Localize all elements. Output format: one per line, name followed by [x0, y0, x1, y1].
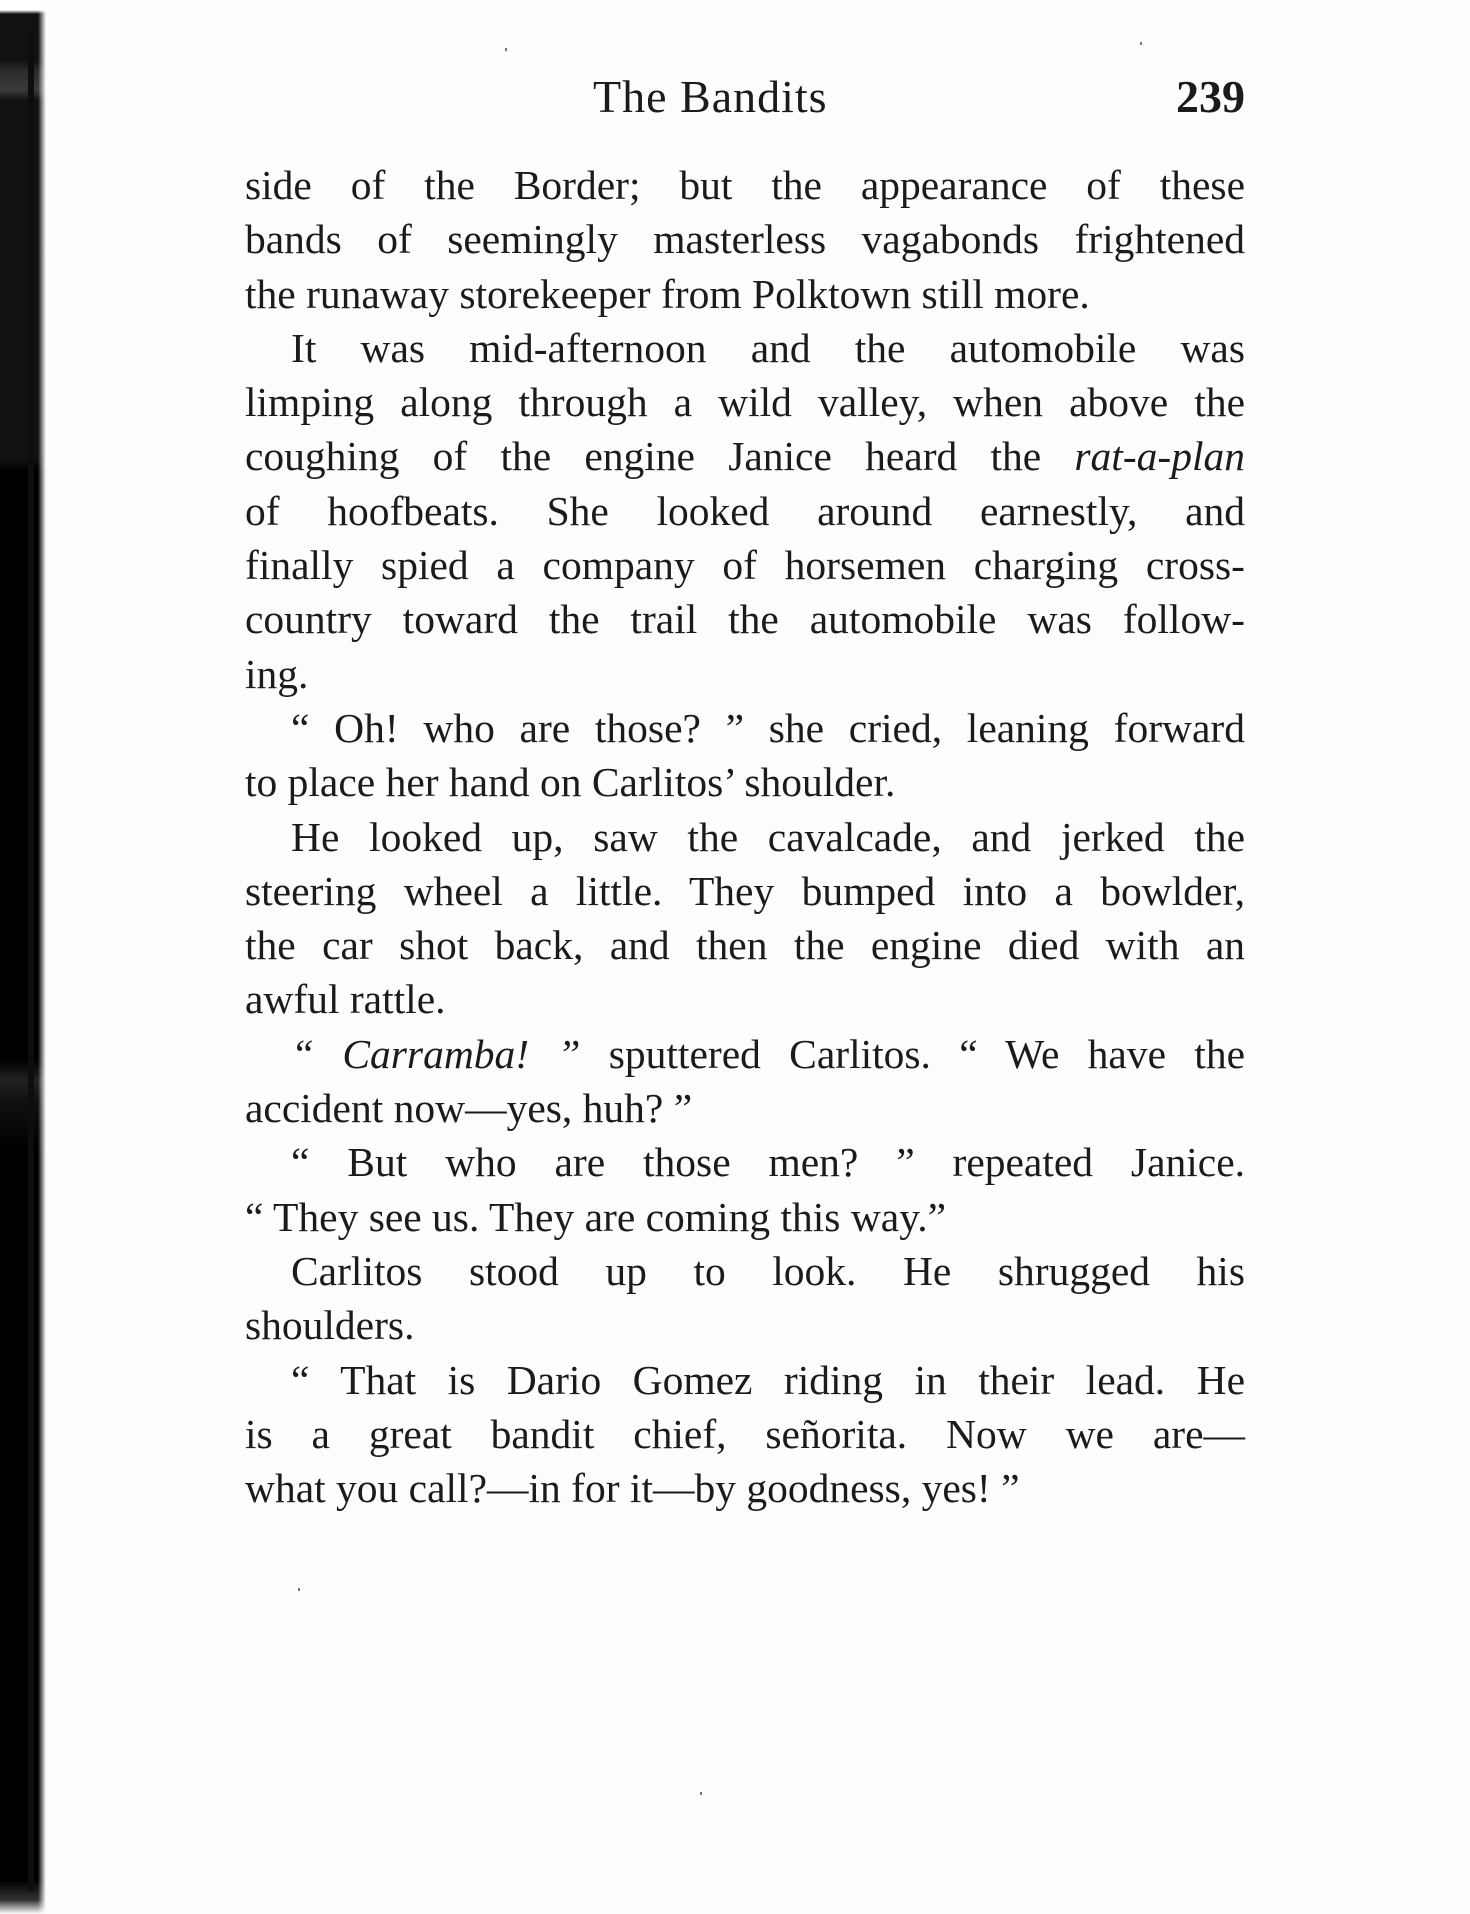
italic-text: “ Carramba! ”: [291, 1030, 581, 1077]
text-run: awful rattle.: [245, 976, 446, 1023]
text-line: [245, 1353, 1245, 1407]
running-header: [245, 70, 1245, 130]
text-run: “ That is Dario Gomez riding in their lead. He: [291, 1356, 1245, 1403]
text-run: “ Oh! who are those? ” she cried, leaning forward: [291, 704, 1245, 751]
text-run: finally spied a company of horsemen charging cross-: [245, 542, 1245, 589]
text-line: [245, 267, 1245, 321]
text-run: Carlitos stood up to look. He shrugged his: [291, 1247, 1245, 1294]
text-line: [245, 158, 1245, 212]
text-line: [245, 1298, 1245, 1352]
text-run: limping along through a wild valley, when above the: [245, 379, 1245, 426]
text-line: [245, 1135, 1245, 1189]
scan-speck: [1140, 42, 1142, 45]
text-line: [245, 429, 1245, 483]
text-line: [245, 1407, 1245, 1461]
text-run: to place her hand on Carlitos’ shoulder.: [245, 759, 896, 806]
text-line: [245, 972, 1245, 1026]
text-run: He looked up, saw the cavalcade, and jerked the: [291, 813, 1245, 860]
text-run: is a great bandit chief, señorita. Now we are—: [245, 1410, 1245, 1457]
text-line: [245, 647, 1245, 701]
text-run: the car shot back, and then the engine died with an: [245, 922, 1245, 969]
text-line: [245, 1190, 1245, 1244]
text-line: [245, 1244, 1245, 1298]
scan-speck: [700, 1792, 702, 1795]
text-line: [245, 810, 1245, 864]
text-run: accident now—yes, huh? ”: [245, 1085, 693, 1132]
body-text: [245, 158, 1245, 1515]
text-run: It was mid-afternoon and the automobile was: [291, 324, 1245, 371]
text-line: [245, 918, 1245, 972]
text-run: shoulders.: [245, 1302, 415, 1349]
text-run: the runaway storekeeper from Polktown still more.: [245, 270, 1090, 317]
text-line: [245, 1081, 1245, 1135]
text-run: country toward the trail the automobile was follow-: [245, 596, 1245, 643]
binding-shadow: [28, 30, 34, 1890]
binding-edge: [0, 0, 46, 1914]
text-run: of hoofbeats. She looked around earnestly, and: [245, 487, 1245, 534]
text-line: [245, 755, 1245, 809]
text-line: [245, 212, 1245, 266]
text-line: [245, 321, 1245, 375]
text-run: sputtered Carlitos. “ We have the: [580, 1030, 1245, 1077]
text-line: [245, 864, 1245, 918]
text-line: [245, 701, 1245, 755]
text-run: steering wheel a little. They bumped into a bowlder,: [245, 867, 1245, 914]
text-run: what you call?—in for it—by goodness, yes! ”: [245, 1465, 1020, 1512]
italic-text: rat-a-plan: [1074, 433, 1245, 480]
text-line: [245, 1027, 1245, 1081]
text-run: bands of seemingly masterless vagabonds frightened: [245, 216, 1245, 263]
text-line: [245, 375, 1245, 429]
text-line: [245, 538, 1245, 592]
text-run: side of the Border; but the appearance of these: [245, 162, 1245, 208]
text-line: [245, 1461, 1245, 1515]
text-run: “ But who are those men? ” repeated Janice.: [291, 1139, 1245, 1186]
text-run: ing.: [245, 650, 309, 697]
running-title: The Bandits: [593, 71, 828, 122]
text-run: coughing of the engine Janice heard the: [245, 433, 1075, 480]
text-line: [245, 484, 1245, 538]
scan-speck: [298, 1588, 300, 1591]
text-line: [245, 592, 1245, 646]
scan-speck: [505, 48, 507, 51]
text-run: “ They see us. They are coming this way.”: [245, 1193, 947, 1240]
page-number: 239: [1176, 71, 1245, 122]
